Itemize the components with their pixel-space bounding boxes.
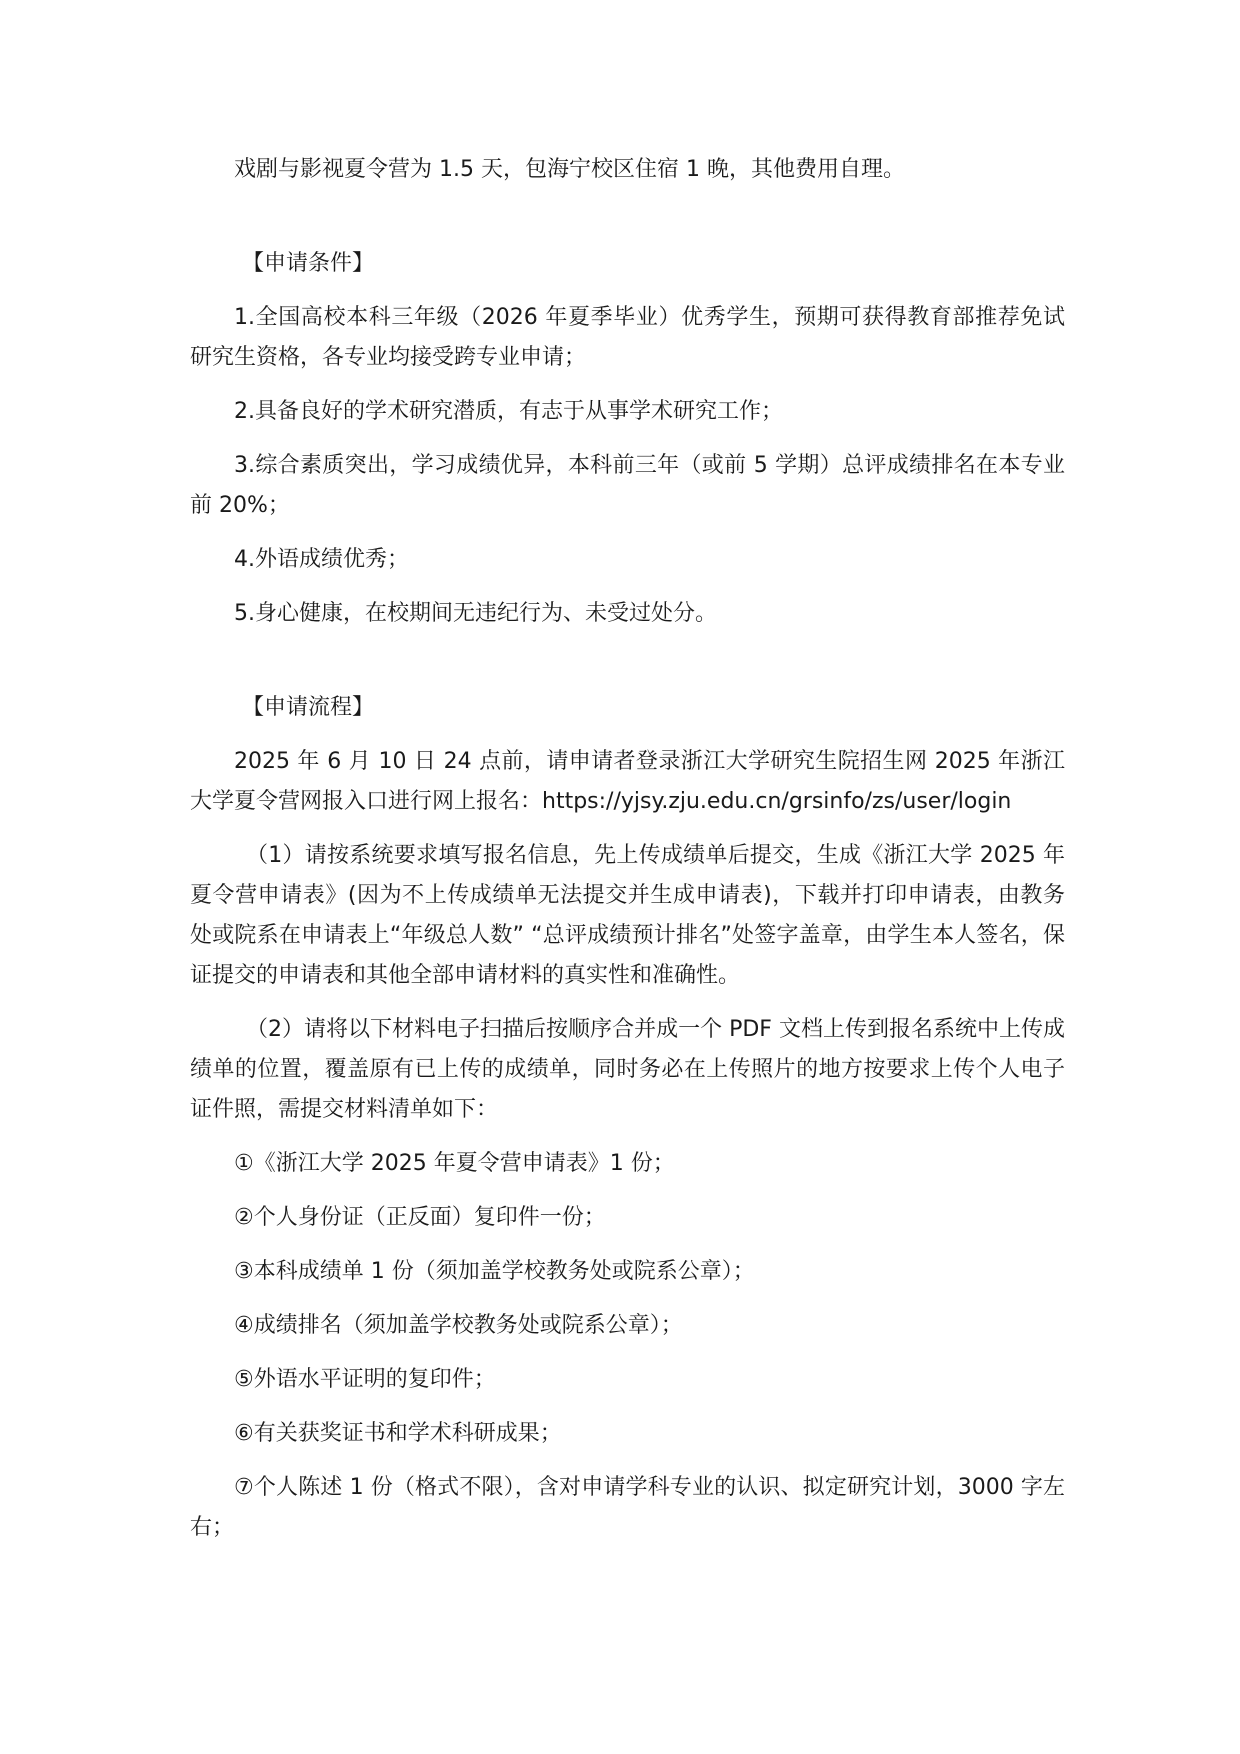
document-body	[190, 150, 1065, 1562]
process-step-1: （1）请按系统要求填写报名信息，先上传成绩单后提交，生成《浙江大学 2025 年夏令营申请表》(因为不上传成绩单无法提交并生成申请表)，下载并打印申请表，由教务处或院系在申请表上“年级总人数” “总评成绩预计排名”处签字盖章，由学生本人签名，保证提交的申请表和其他全部申请材料的真实性和准确性。	[190, 843, 1065, 988]
condition-item: 3.综合素质突出，学习成绩优异，本科前三年（或前 5 学期）总评成绩排名在本专业前 20%；	[190, 453, 1065, 518]
material-item: ④成绩排名（须加盖学校教务处或院系公章）；	[234, 1313, 683, 1338]
process-intro: 2025 年 6 月 10 日 24 点前，请申请者登录浙江大学研究生院招生网 2025 年浙江大学夏令营网报入口进行网上报名：https://yjsy.zju.edu.cn/grsinfo/zs/user/login	[190, 749, 1065, 814]
material-item: ⑤外语水平证明的复印件；	[234, 1367, 496, 1392]
condition-item: 1.全国高校本科三年级（2026 年夏季毕业）优秀学生，预期可获得教育部推荐免试研究生资格，各专业均接受跨专业申请；	[190, 305, 1065, 370]
material-item: ⑦个人陈述 1 份（格式不限），含对申请学科专业的认识、拟定研究计划，3000 字左右；	[190, 1475, 1065, 1540]
material-item: ⑥有关获奖证书和学术科研成果；	[234, 1421, 562, 1446]
material-item: ②个人身份证（正反面）复印件一份；	[234, 1205, 606, 1230]
intro-paragraph: 戏剧与影视夏令营为 1.5 天，包海宁校区住宿 1 晚，其他费用自理。	[234, 157, 905, 182]
material-item: ①《浙江大学 2025 年夏令营申请表》1 份；	[234, 1151, 675, 1176]
process-step-2: （2）请将以下材料电子扫描后按顺序合并成一个 PDF 文档上传到报名系统中上传成绩单的位置，覆盖原有已上传的成绩单，同时务必在上传照片的地方按要求上传个人电子证件照，需提交材料清单如下：	[190, 1017, 1065, 1122]
condition-item: 4.外语成绩优秀；	[234, 547, 409, 572]
process-heading: 【申请流程】	[242, 695, 375, 720]
condition-item: 5.身心健康，在校期间无违纪行为、未受过处分。	[234, 601, 717, 626]
conditions-heading: 【申请条件】	[242, 251, 375, 276]
material-item: ③本科成绩单 1 份（须加盖学校教务处或院系公章）；	[234, 1259, 755, 1284]
condition-item: 2.具备良好的学术研究潜质，有志于从事学术研究工作；	[234, 399, 783, 424]
